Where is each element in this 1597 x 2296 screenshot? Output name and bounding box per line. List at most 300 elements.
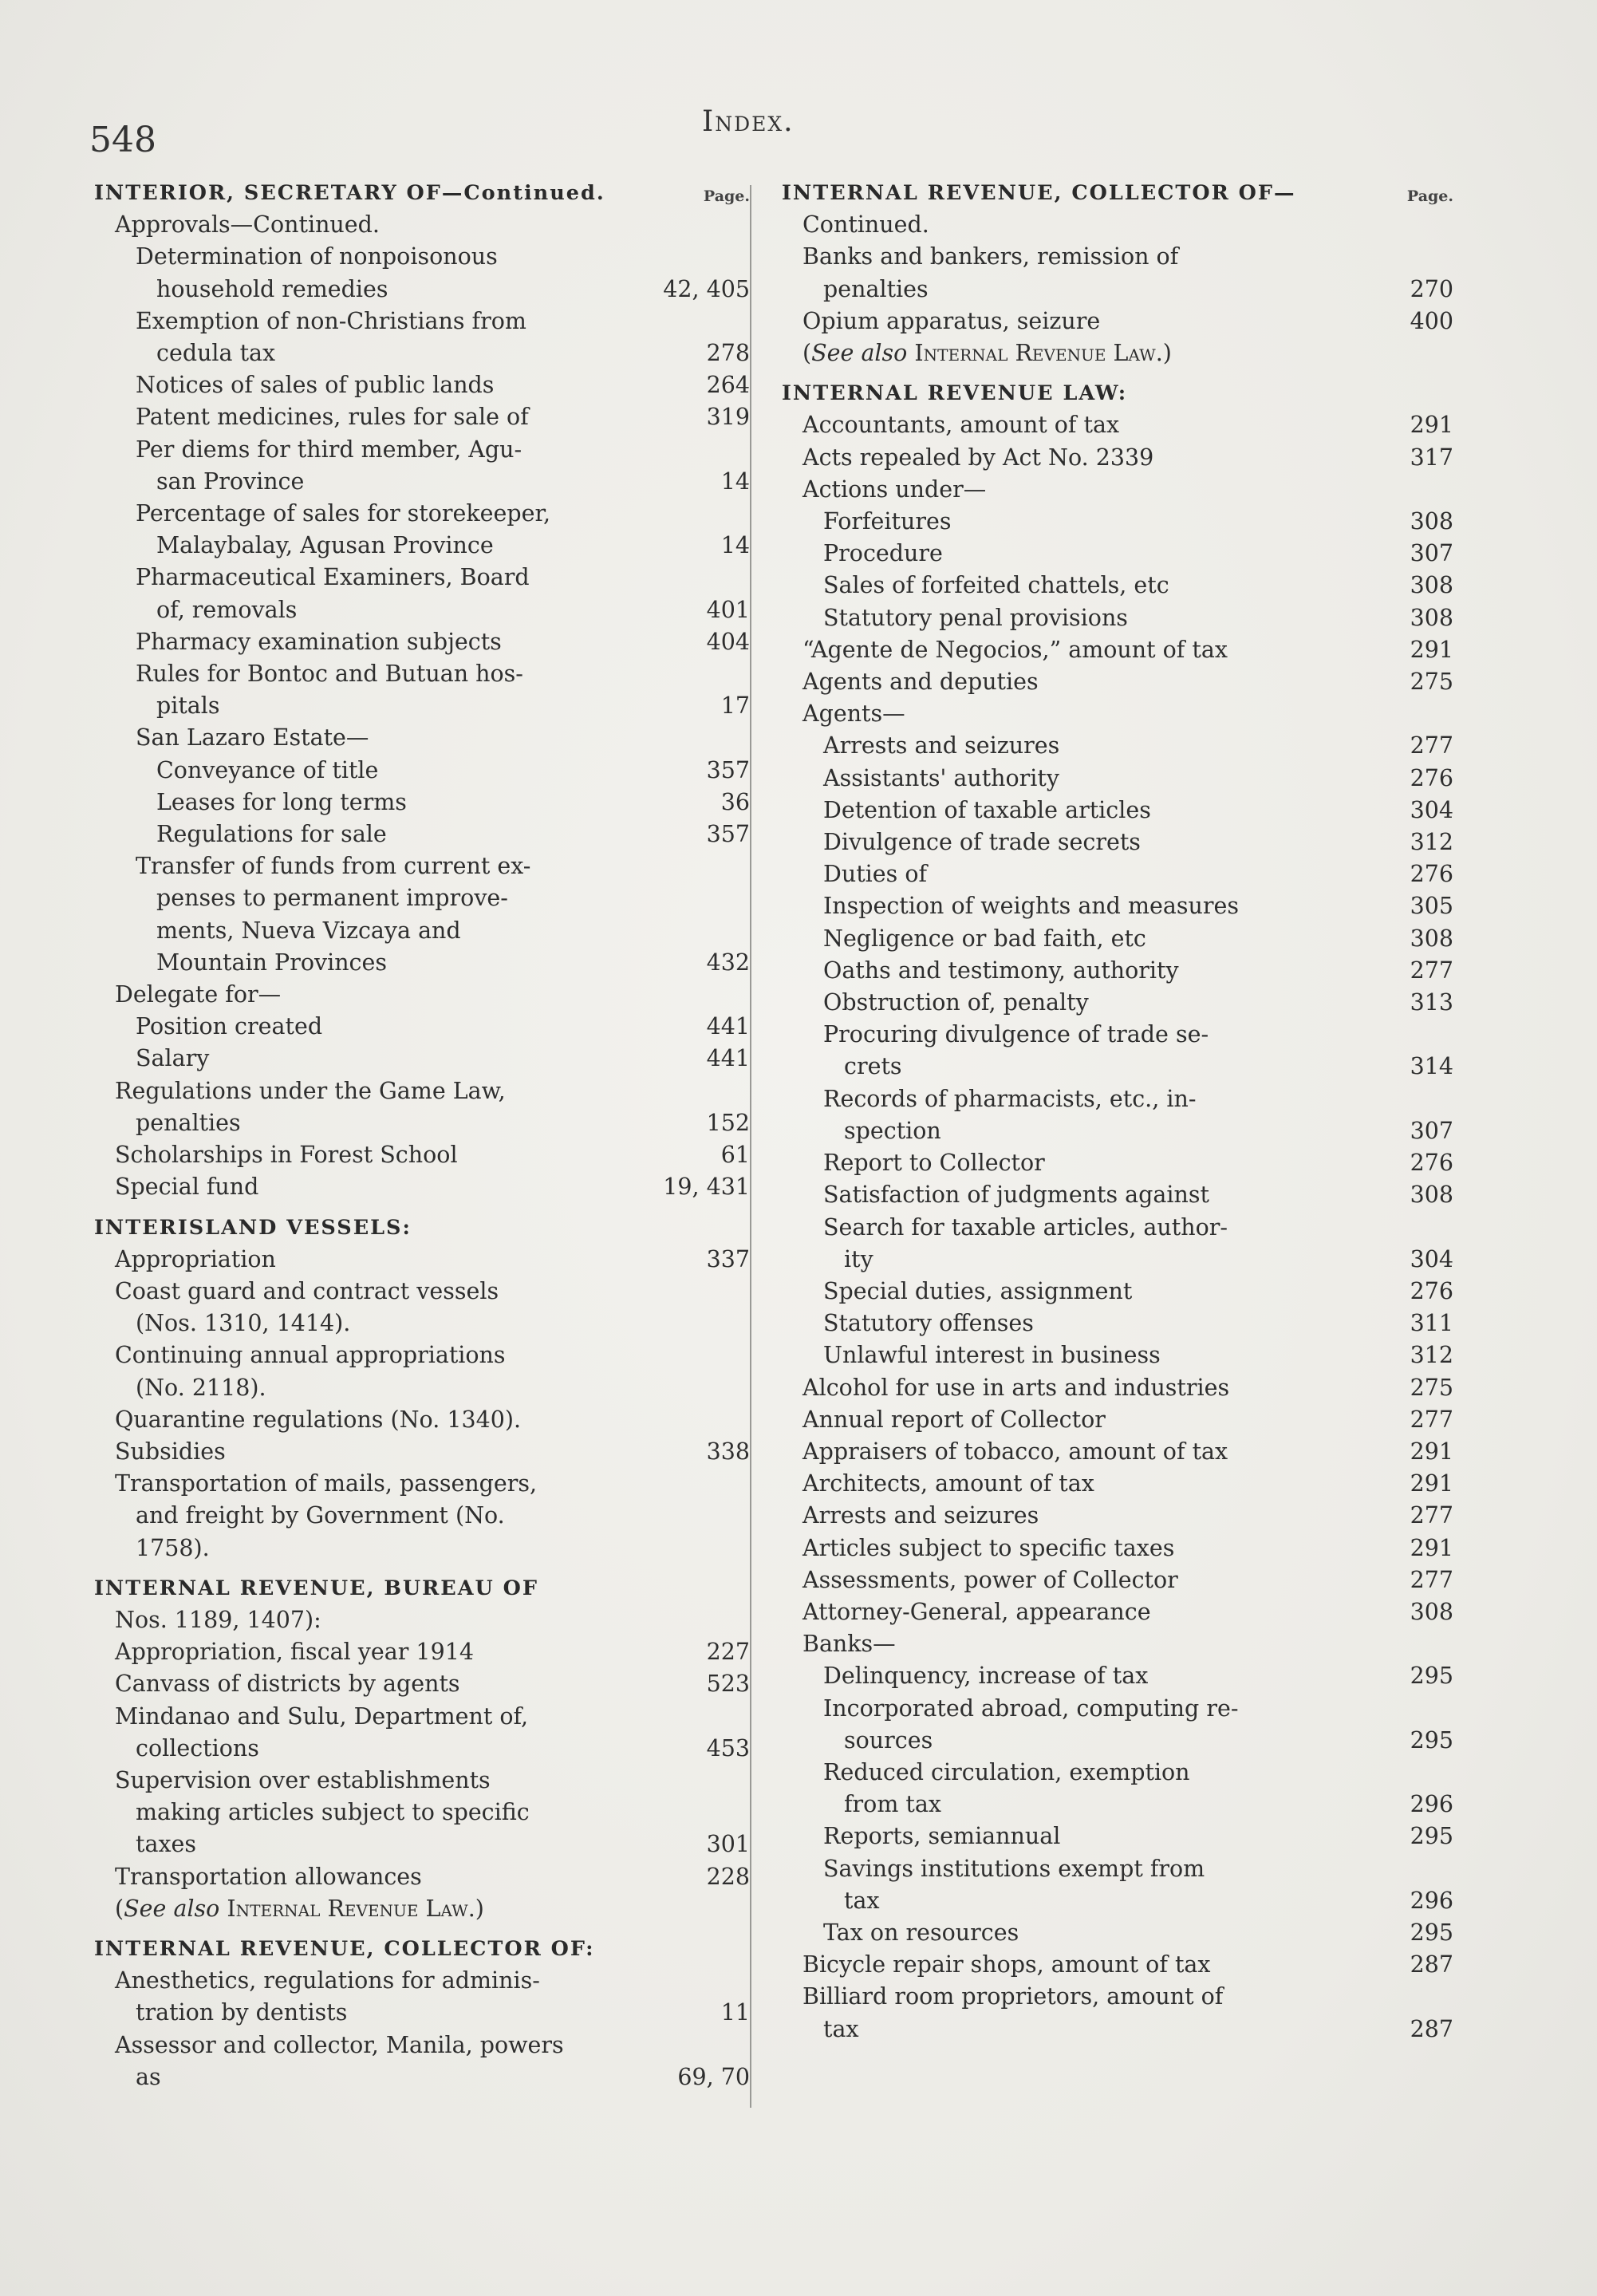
entry-text: Nos. 1189, 1407): bbox=[115, 1606, 321, 1633]
page-reference: 291 bbox=[1410, 412, 1453, 439]
index-entry bbox=[782, 570, 1453, 602]
index-entry bbox=[782, 2014, 1453, 2045]
index-entry bbox=[782, 987, 1453, 1019]
entry-text: San Lazaro Estate— bbox=[136, 724, 369, 752]
entry-text: Opium apparatus, seizure bbox=[802, 307, 1101, 334]
entry-text: san Province bbox=[156, 467, 305, 495]
entry-text: Rules for Bontoc and Butuan hos- bbox=[136, 661, 523, 688]
index-entry bbox=[782, 1179, 1453, 1211]
page-reference: 152 bbox=[706, 1109, 750, 1136]
page-reference: 295 bbox=[1410, 1919, 1453, 1946]
page-reference: 42, 405 bbox=[663, 275, 750, 302]
entry-text: Procedure bbox=[823, 540, 943, 567]
index-entry bbox=[782, 1276, 1453, 1308]
entry-text: Obstruction of, penalty bbox=[823, 989, 1089, 1016]
index-entry bbox=[94, 882, 750, 914]
page-reference: 308 bbox=[1410, 1182, 1453, 1209]
page-reference: 295 bbox=[1410, 1726, 1453, 1754]
entry-text: Coast guard and contract vessels bbox=[115, 1277, 499, 1304]
entry-text: Special fund bbox=[115, 1174, 259, 1201]
entry-text: Exemption of non-Christians from bbox=[136, 307, 526, 334]
entry-text: Statutory penal provisions bbox=[823, 604, 1128, 631]
entry-text: Assessor and collector, Manila, powers bbox=[115, 2031, 564, 2058]
entry-text: sources bbox=[844, 1726, 933, 1754]
entry-spacer bbox=[94, 1564, 750, 1572]
index-entry bbox=[94, 915, 750, 947]
index-entry bbox=[782, 1500, 1453, 1532]
entry-text: from tax bbox=[844, 1791, 941, 1818]
page-reference: 308 bbox=[1410, 925, 1453, 952]
index-entry bbox=[782, 634, 1453, 666]
running-head: Index. bbox=[702, 105, 795, 138]
page-reference: 314 bbox=[1410, 1053, 1453, 1080]
index-entry bbox=[782, 1019, 1453, 1051]
entry-text: Delegate for— bbox=[115, 981, 282, 1008]
page-reference: 291 bbox=[1410, 1438, 1453, 1465]
index-entry bbox=[94, 1308, 750, 1339]
index-entry bbox=[782, 538, 1453, 570]
entry-spacer bbox=[782, 369, 1453, 377]
entry-text: Pharmacy examination subjects bbox=[136, 628, 502, 655]
entry-text: Banks and bankers, remission of bbox=[802, 243, 1179, 270]
index-entry bbox=[782, 1885, 1453, 1917]
index-heading bbox=[94, 1933, 750, 1965]
heading-text: INTERIOR, SECRETARY OF—Continued. bbox=[94, 181, 605, 205]
entry-text: Continuing annual appropriations bbox=[115, 1342, 506, 1369]
index-entry bbox=[94, 787, 750, 819]
index-entry bbox=[782, 1468, 1453, 1500]
index-entry bbox=[782, 858, 1453, 890]
entry-text: Anesthetics, regulations for adminis- bbox=[115, 1967, 540, 1994]
page-reference: 14 bbox=[720, 532, 750, 559]
entry-text: crets bbox=[844, 1053, 902, 1080]
entry-text: Regulations for sale bbox=[156, 821, 387, 848]
page-reference: 278 bbox=[706, 340, 750, 367]
entry-text: Articles subject to specific taxes bbox=[802, 1534, 1175, 1561]
entry-text: Acts repealed by Act No. 2339 bbox=[802, 444, 1154, 471]
index-entry bbox=[782, 1693, 1453, 1725]
index-entry bbox=[94, 530, 750, 562]
entry-text: Incorporated abroad, computing re- bbox=[823, 1694, 1239, 1722]
entry-text: Search for taxable articles, author- bbox=[823, 1213, 1228, 1241]
entry-text: Duties of bbox=[823, 861, 928, 888]
page-reference: 305 bbox=[1410, 893, 1453, 920]
index-entry bbox=[782, 1372, 1453, 1404]
index-heading bbox=[782, 377, 1453, 409]
page-reference: 441 bbox=[706, 1045, 750, 1072]
page-reference: 277 bbox=[1410, 1502, 1453, 1529]
page-reference: 308 bbox=[1410, 572, 1453, 599]
entry-text: Detention of taxable articles bbox=[823, 796, 1151, 823]
entry-text: Reduced circulation, exemption bbox=[823, 1758, 1190, 1785]
index-entry bbox=[782, 666, 1453, 698]
index-entry bbox=[94, 306, 750, 337]
page-reference: 357 bbox=[706, 821, 750, 848]
entry-text: Billiard room proprietors, amount of bbox=[802, 1983, 1224, 2010]
entry-text: Patent medicines, rules for sale of bbox=[136, 404, 529, 431]
index-entry bbox=[94, 1533, 750, 1564]
index-entry bbox=[94, 434, 750, 466]
entry-text: Canvass of districts by agents bbox=[115, 1671, 460, 1698]
page-reference: 291 bbox=[1410, 1534, 1453, 1561]
page-reference: 287 bbox=[1410, 1951, 1453, 1978]
page-reference: 295 bbox=[1410, 1663, 1453, 1690]
index-entry bbox=[94, 562, 750, 594]
page-reference: 270 bbox=[1410, 275, 1453, 302]
entry-text: and freight by Government (No. bbox=[136, 1502, 505, 1529]
index-entry bbox=[782, 1083, 1453, 1115]
page-reference: 287 bbox=[1410, 2015, 1453, 2042]
index-entry bbox=[94, 722, 750, 754]
page-reference: 404 bbox=[706, 628, 750, 655]
page-reference: 264 bbox=[706, 372, 750, 399]
entry-text: tration by dentists bbox=[136, 1999, 348, 2026]
entry-text: cedula tax bbox=[156, 340, 276, 367]
page-reference: 312 bbox=[1410, 829, 1453, 856]
index-entry bbox=[94, 369, 750, 401]
index-heading bbox=[94, 177, 750, 209]
entry-text: household remedies bbox=[156, 275, 388, 302]
page-reference: 19, 431 bbox=[663, 1174, 750, 1201]
index-entry bbox=[94, 1765, 750, 1797]
index-entry bbox=[782, 506, 1453, 538]
index-entry bbox=[782, 1596, 1453, 1628]
index-entry bbox=[94, 1636, 750, 1668]
page-reference: 11 bbox=[720, 1999, 750, 2026]
page-reference: 296 bbox=[1410, 1887, 1453, 1914]
entry-text: Scholarships in Forest School bbox=[115, 1142, 458, 1169]
page-reference: 291 bbox=[1410, 636, 1453, 663]
index-entry bbox=[94, 1468, 750, 1500]
page-reference: 275 bbox=[1410, 1374, 1453, 1401]
index-entry bbox=[94, 594, 750, 626]
entry-text: Forfeitures bbox=[823, 508, 952, 535]
entry-text: Sales of forfeited chattels, etc bbox=[823, 572, 1169, 599]
entry-text: Oaths and testimony, authority bbox=[823, 957, 1179, 984]
index-entry bbox=[782, 1725, 1453, 1757]
entry-text: Transfer of funds from current ex- bbox=[136, 853, 531, 880]
page-reference: 291 bbox=[1410, 1470, 1453, 1497]
index-entry bbox=[94, 1500, 750, 1532]
index-entry bbox=[94, 1861, 750, 1893]
entry-text: Procuring divulgence of trade se- bbox=[823, 1021, 1209, 1048]
index-entry bbox=[94, 1276, 750, 1308]
index-entry bbox=[782, 474, 1453, 506]
index-entry bbox=[782, 442, 1453, 474]
entry-text: Appraisers of tobacco, amount of tax bbox=[802, 1438, 1228, 1465]
entry-text: Actions under— bbox=[802, 475, 987, 503]
entry-text: Malaybalay, Agusan Province bbox=[156, 532, 494, 559]
entry-text: penalties bbox=[136, 1109, 241, 1136]
entry-text: Arrests and seizures bbox=[802, 1502, 1039, 1529]
index-entry bbox=[94, 274, 750, 306]
index-entry bbox=[782, 1533, 1453, 1564]
entry-text: Assistants' authority bbox=[823, 764, 1059, 791]
page-reference: 317 bbox=[1410, 444, 1453, 471]
index-entry bbox=[94, 1965, 750, 1997]
entry-text: penalties bbox=[823, 275, 929, 302]
page-reference: 441 bbox=[706, 1013, 750, 1040]
page-reference: 337 bbox=[706, 1245, 750, 1272]
entry-text: Satisfaction of judgments against bbox=[823, 1182, 1209, 1209]
index-entry bbox=[782, 209, 1453, 241]
entry-text: Attorney-General, appearance bbox=[802, 1598, 1151, 1625]
index-entry bbox=[94, 690, 750, 722]
index-entry bbox=[94, 337, 750, 369]
index-entry bbox=[782, 698, 1453, 730]
page-reference: 338 bbox=[706, 1438, 750, 1465]
index-entry bbox=[782, 923, 1453, 955]
index-entry bbox=[94, 1139, 750, 1171]
index-entry bbox=[782, 306, 1453, 337]
index-entry bbox=[94, 209, 750, 241]
index-entry bbox=[782, 1564, 1453, 1596]
index-entry bbox=[782, 1821, 1453, 1852]
index-entry bbox=[782, 409, 1453, 441]
index-entry bbox=[94, 2030, 750, 2061]
index-entry bbox=[94, 850, 750, 882]
entry-text: Agents— bbox=[802, 700, 905, 728]
entry-text: Approvals—Continued. bbox=[115, 211, 380, 239]
heading-text: INTERNAL REVENUE, BUREAU OF bbox=[94, 1576, 538, 1600]
entry-text: Supervision over establishments bbox=[115, 1766, 491, 1793]
entry-text: Conveyance of title bbox=[156, 756, 379, 783]
page-reference: 227 bbox=[706, 1639, 750, 1666]
index-entry bbox=[782, 795, 1453, 826]
page-reference: 228 bbox=[706, 1863, 750, 1890]
entry-text: Reports, semiannual bbox=[823, 1823, 1061, 1850]
page-column-label: Page. bbox=[703, 187, 750, 205]
page-reference: 276 bbox=[1410, 764, 1453, 791]
index-entry bbox=[94, 979, 750, 1011]
index-entry bbox=[94, 2061, 750, 2093]
page-reference: 400 bbox=[1410, 307, 1453, 334]
entry-text: Subsidies bbox=[115, 1438, 226, 1465]
entry-text: Quarantine regulations (No. 1340). bbox=[115, 1406, 522, 1433]
entry-text: Leases for long terms bbox=[156, 788, 407, 815]
index-heading bbox=[94, 1212, 750, 1244]
entry-text: (See also Internal Revenue Law.) bbox=[802, 340, 1172, 367]
index-entry bbox=[782, 763, 1453, 795]
index-entry bbox=[94, 1171, 750, 1203]
page-reference: 313 bbox=[1410, 989, 1453, 1016]
index-entry bbox=[94, 947, 750, 979]
heading-text: INTERNAL REVENUE, COLLECTOR OF— bbox=[782, 181, 1296, 205]
entry-text: Records of pharmacists, etc., in- bbox=[823, 1085, 1197, 1112]
page-reference: 308 bbox=[1410, 604, 1453, 631]
page-reference: 61 bbox=[720, 1142, 750, 1169]
index-entry bbox=[94, 241, 750, 273]
entry-text: ity bbox=[844, 1245, 873, 1272]
entry-text: as bbox=[136, 2063, 161, 2090]
index-entry bbox=[94, 1075, 750, 1107]
entry-text: ments, Nueva Vizcaya and bbox=[156, 917, 461, 944]
entry-text: Banks— bbox=[802, 1631, 896, 1658]
index-entry bbox=[94, 1372, 750, 1404]
index-entry bbox=[94, 819, 750, 850]
entry-text: Pharmaceutical Examiners, Board bbox=[136, 564, 530, 591]
right-index-column bbox=[782, 177, 1453, 2045]
entry-text: Mindanao and Sulu, Department of, bbox=[115, 1702, 529, 1730]
index-entry bbox=[782, 826, 1453, 858]
index-entry bbox=[782, 1147, 1453, 1179]
entry-text: Annual report of Collector bbox=[802, 1406, 1106, 1433]
index-entry bbox=[94, 1829, 750, 1860]
index-entry bbox=[782, 274, 1453, 306]
page-reference: 295 bbox=[1410, 1823, 1453, 1850]
entry-text: Inspection of weights and measures bbox=[823, 893, 1239, 920]
page-reference: 17 bbox=[720, 692, 750, 720]
index-entry bbox=[782, 1853, 1453, 1885]
page-reference: 357 bbox=[706, 756, 750, 783]
index-entry bbox=[94, 1043, 750, 1075]
page-reference: 301 bbox=[706, 1831, 750, 1858]
index-entry bbox=[782, 337, 1453, 369]
index-heading bbox=[782, 177, 1453, 209]
entry-text: Report to Collector bbox=[823, 1150, 1045, 1177]
entry-text: Arrests and seizures bbox=[823, 732, 1060, 759]
entry-text: Transportation allowances bbox=[115, 1863, 422, 1890]
entry-text: Percentage of sales for storekeeper, bbox=[136, 500, 551, 527]
index-entry bbox=[782, 1917, 1453, 1949]
index-entry bbox=[782, 730, 1453, 762]
page-reference: 276 bbox=[1410, 1277, 1453, 1304]
entry-text: Accountants, amount of tax bbox=[802, 412, 1120, 439]
entry-text: tax bbox=[823, 2015, 859, 2042]
entry-text: Tax on resources bbox=[823, 1919, 1019, 1946]
index-entry bbox=[782, 1949, 1453, 1981]
entry-text: tax bbox=[844, 1887, 880, 1914]
page-reference: 401 bbox=[706, 596, 750, 623]
index-entry bbox=[782, 1757, 1453, 1789]
page-reference: 432 bbox=[706, 949, 750, 976]
page-column-label: Page. bbox=[1406, 187, 1453, 205]
entry-text: “Agente de Negocios,” amount of tax bbox=[802, 636, 1228, 663]
entry-text: Alcohol for use in arts and industries bbox=[802, 1374, 1230, 1401]
page-reference: 319 bbox=[706, 404, 750, 431]
index-entry bbox=[94, 1107, 750, 1139]
index-entry bbox=[94, 658, 750, 690]
page-reference: 69, 70 bbox=[677, 2063, 750, 2090]
entry-text: Statutory offenses bbox=[823, 1310, 1034, 1337]
page-reference: 312 bbox=[1410, 1342, 1453, 1369]
index-entry bbox=[94, 1339, 750, 1371]
entry-text: Appropriation, fiscal year 1914 bbox=[115, 1639, 474, 1666]
index-entry bbox=[94, 498, 750, 530]
index-entry bbox=[94, 626, 750, 658]
entry-text: collections bbox=[136, 1734, 259, 1761]
index-entry bbox=[782, 1212, 1453, 1244]
page-reference: 523 bbox=[706, 1671, 750, 1698]
entry-text: spection bbox=[844, 1117, 941, 1144]
index-heading bbox=[94, 1572, 750, 1604]
index-entry bbox=[94, 401, 750, 433]
index-entry bbox=[782, 1404, 1453, 1436]
index-entry bbox=[782, 602, 1453, 634]
page-reference: 453 bbox=[706, 1734, 750, 1761]
page-reference: 36 bbox=[720, 788, 750, 815]
entry-text: Architects, amount of tax bbox=[802, 1470, 1094, 1497]
entry-text: making articles subject to specific bbox=[136, 1799, 530, 1826]
entry-text: Special duties, assignment bbox=[823, 1277, 1133, 1304]
index-entry bbox=[782, 1789, 1453, 1821]
index-entry bbox=[94, 1604, 750, 1636]
entry-text: Delinquency, increase of tax bbox=[823, 1663, 1149, 1690]
entry-spacer bbox=[94, 1925, 750, 1933]
entry-text: pitals bbox=[156, 692, 220, 720]
page-reference: 311 bbox=[1410, 1310, 1453, 1337]
index-entry bbox=[782, 1981, 1453, 2013]
entry-text: taxes bbox=[136, 1831, 197, 1858]
page-reference: 276 bbox=[1410, 861, 1453, 888]
page-reference: 304 bbox=[1410, 796, 1453, 823]
index-entry bbox=[94, 1997, 750, 2029]
entry-text: Transportation of mails, passengers, bbox=[115, 1470, 538, 1497]
entry-text: penses to permanent improve- bbox=[156, 885, 508, 912]
page-reference: 308 bbox=[1410, 508, 1453, 535]
index-entry bbox=[782, 1244, 1453, 1276]
page-reference: 296 bbox=[1410, 1791, 1453, 1818]
entry-text: 1758). bbox=[136, 1534, 210, 1561]
index-entry bbox=[94, 1701, 750, 1733]
index-entry bbox=[782, 955, 1453, 987]
entry-text: Bicycle repair shops, amount of tax bbox=[802, 1951, 1211, 1978]
entry-text: Assessments, power of Collector bbox=[802, 1566, 1178, 1593]
index-entry bbox=[94, 1893, 750, 1925]
entry-text: Unlawful interest in business bbox=[823, 1342, 1161, 1369]
page-reference: 277 bbox=[1410, 1406, 1453, 1433]
entry-spacer bbox=[94, 1204, 750, 1212]
entry-text: Agents and deputies bbox=[802, 669, 1039, 696]
page-reference: 14 bbox=[720, 467, 750, 495]
entry-text: (See also Internal Revenue Law.) bbox=[115, 1895, 484, 1922]
page-reference: 277 bbox=[1410, 1566, 1453, 1593]
entry-text: of, removals bbox=[156, 596, 298, 623]
index-entry bbox=[782, 241, 1453, 273]
index-entry bbox=[94, 1797, 750, 1829]
entry-text: Per diems for third member, Agu- bbox=[136, 436, 522, 463]
index-entry bbox=[782, 890, 1453, 922]
page-reference: 308 bbox=[1410, 1598, 1453, 1625]
heading-text: INTERNAL REVENUE, COLLECTOR OF: bbox=[94, 1936, 595, 1961]
index-entry bbox=[782, 1115, 1453, 1147]
page-reference: 307 bbox=[1410, 1117, 1453, 1144]
page-reference: 304 bbox=[1410, 1245, 1453, 1272]
heading-text: INTERISLAND VESSELS: bbox=[94, 1215, 412, 1240]
index-entry bbox=[94, 1436, 750, 1468]
index-entry bbox=[94, 466, 750, 498]
index-entry bbox=[782, 1339, 1453, 1371]
entry-text: Appropriation bbox=[115, 1245, 276, 1272]
entry-text: Mountain Provinces bbox=[156, 949, 388, 976]
entry-text: Continued. bbox=[802, 211, 929, 239]
entry-text: Notices of sales of public lands bbox=[136, 372, 495, 399]
entry-text: Divulgence of trade secrets bbox=[823, 829, 1141, 856]
index-entry bbox=[782, 1051, 1453, 1083]
page-reference: 276 bbox=[1410, 1150, 1453, 1177]
entry-text: Salary bbox=[136, 1045, 210, 1072]
index-entry bbox=[94, 755, 750, 787]
column-divider bbox=[750, 185, 751, 2108]
page-number: 548 bbox=[89, 120, 156, 160]
index-entry bbox=[782, 1308, 1453, 1339]
index-entry bbox=[782, 1436, 1453, 1468]
index-entry bbox=[94, 1404, 750, 1436]
entry-text: Position created bbox=[136, 1013, 323, 1040]
left-index-column bbox=[94, 177, 750, 2093]
index-entry bbox=[94, 1011, 750, 1043]
index-entry bbox=[782, 1628, 1453, 1660]
